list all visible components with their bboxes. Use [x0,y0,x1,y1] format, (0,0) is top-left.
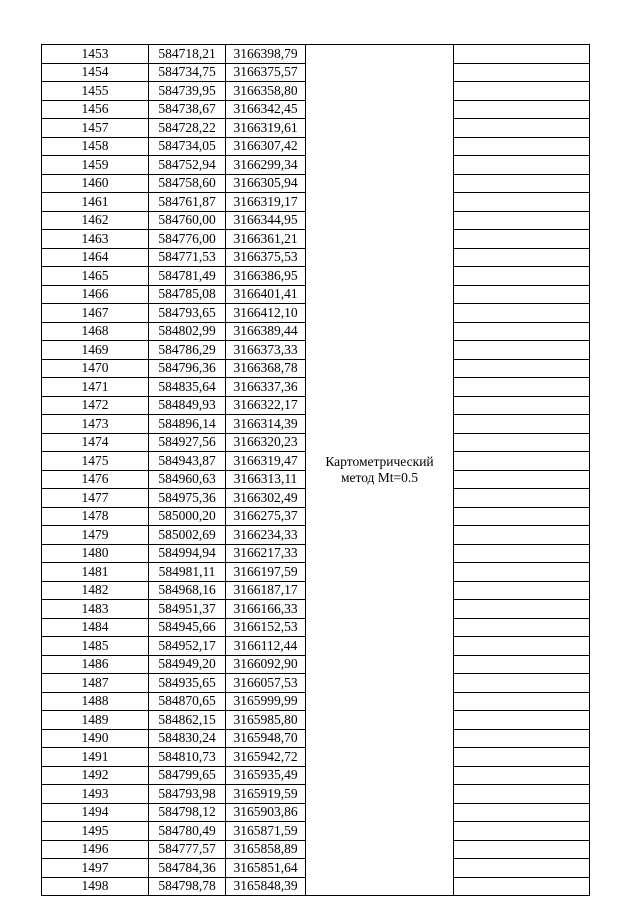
point-number-cell: 1493 [42,785,149,804]
empty-cell [454,100,590,119]
empty-cell [454,655,590,674]
point-number-cell: 1462 [42,211,149,230]
empty-cell [454,304,590,323]
y-coordinate-cell: 3166368,78 [226,359,306,378]
y-coordinate-cell: 3166092,90 [226,655,306,674]
empty-cell [454,415,590,434]
y-coordinate-cell: 3166342,45 [226,100,306,119]
y-coordinate-cell: 3166386,95 [226,267,306,286]
y-coordinate-cell: 3165851,64 [226,859,306,878]
point-number-cell: 1495 [42,822,149,841]
empty-cell [454,600,590,619]
y-coordinate-cell: 3166057,53 [226,674,306,693]
point-number-cell: 1480 [42,544,149,563]
point-number-cell: 1470 [42,359,149,378]
x-coordinate-cell: 584802,99 [149,322,226,341]
empty-cell [454,211,590,230]
y-coordinate-cell: 3166375,53 [226,248,306,267]
x-coordinate-cell: 584935,65 [149,674,226,693]
point-number-cell: 1477 [42,489,149,508]
x-coordinate-cell: 584896,14 [149,415,226,434]
y-coordinate-cell: 3165948,70 [226,729,306,748]
point-number-cell: 1488 [42,692,149,711]
y-coordinate-cell: 3166217,33 [226,544,306,563]
point-number-cell: 1472 [42,396,149,415]
point-number-cell: 1458 [42,137,149,156]
empty-cell [454,692,590,711]
point-number-cell: 1461 [42,193,149,212]
x-coordinate-cell: 584776,00 [149,230,226,249]
x-coordinate-cell: 584830,24 [149,729,226,748]
point-number-cell: 1475 [42,452,149,471]
x-coordinate-cell: 584793,65 [149,304,226,323]
y-coordinate-cell: 3166319,47 [226,452,306,471]
empty-cell [454,396,590,415]
empty-cell [454,637,590,656]
x-coordinate-cell: 584968,16 [149,581,226,600]
empty-cell [454,230,590,249]
method-cell [306,45,454,896]
empty-cell [454,267,590,286]
x-coordinate-cell: 584960,63 [149,470,226,489]
x-coordinate-cell: 584975,36 [149,489,226,508]
point-number-cell: 1459 [42,156,149,175]
x-coordinate-cell: 584951,37 [149,600,226,619]
x-coordinate-cell: 584796,36 [149,359,226,378]
x-coordinate-cell: 584849,93 [149,396,226,415]
empty-cell [454,45,590,64]
y-coordinate-cell: 3166197,59 [226,563,306,582]
x-coordinate-cell: 584752,94 [149,156,226,175]
empty-cell [454,526,590,545]
x-coordinate-cell: 584810,73 [149,748,226,767]
x-coordinate-cell: 584739,95 [149,82,226,101]
x-coordinate-cell: 584786,29 [149,341,226,360]
coordinates-table-body [42,45,590,896]
empty-cell [454,729,590,748]
x-coordinate-cell: 584760,00 [149,211,226,230]
x-coordinate-cell: 584738,67 [149,100,226,119]
y-coordinate-cell: 3166187,17 [226,581,306,600]
x-coordinate-cell: 584761,87 [149,193,226,212]
x-coordinate-cell: 584798,78 [149,877,226,896]
empty-cell [454,544,590,563]
y-coordinate-cell: 3166319,17 [226,193,306,212]
empty-cell [454,840,590,859]
empty-cell [454,341,590,360]
point-number-cell: 1498 [42,877,149,896]
y-coordinate-cell: 3166361,21 [226,230,306,249]
x-coordinate-cell: 584949,20 [149,655,226,674]
x-coordinate-cell: 585002,69 [149,526,226,545]
empty-cell [454,803,590,822]
point-number-cell: 1460 [42,174,149,193]
y-coordinate-cell: 3165871,59 [226,822,306,841]
y-coordinate-cell: 3166299,34 [226,156,306,175]
x-coordinate-cell: 584862,15 [149,711,226,730]
empty-cell [454,193,590,212]
empty-cell [454,507,590,526]
empty-cell [454,137,590,156]
y-coordinate-cell: 3165919,59 [226,785,306,804]
y-coordinate-cell: 3165942,72 [226,748,306,767]
y-coordinate-cell: 3165985,80 [226,711,306,730]
point-number-cell: 1497 [42,859,149,878]
y-coordinate-cell: 3166234,33 [226,526,306,545]
point-number-cell: 1485 [42,637,149,656]
empty-cell [454,877,590,896]
empty-cell [454,563,590,582]
x-coordinate-cell: 584771,53 [149,248,226,267]
empty-cell [454,82,590,101]
empty-cell [454,433,590,452]
y-coordinate-cell: 3166320,23 [226,433,306,452]
empty-cell [454,859,590,878]
x-coordinate-cell: 584793,98 [149,785,226,804]
point-number-cell: 1465 [42,267,149,286]
empty-cell [454,822,590,841]
point-number-cell: 1464 [42,248,149,267]
x-coordinate-cell: 584835,64 [149,378,226,397]
empty-cell [454,174,590,193]
x-coordinate-cell: 585000,20 [149,507,226,526]
empty-cell [454,378,590,397]
point-number-cell: 1486 [42,655,149,674]
point-number-cell: 1489 [42,711,149,730]
point-number-cell: 1476 [42,470,149,489]
x-coordinate-cell: 584943,87 [149,452,226,471]
y-coordinate-cell: 3166389,44 [226,322,306,341]
x-coordinate-cell: 584870,65 [149,692,226,711]
x-coordinate-cell: 584799,65 [149,766,226,785]
x-coordinate-cell: 584784,36 [149,859,226,878]
empty-cell [454,581,590,600]
point-number-cell: 1471 [42,378,149,397]
point-number-cell: 1455 [42,82,149,101]
point-number-cell: 1484 [42,618,149,637]
x-coordinate-cell: 584758,60 [149,174,226,193]
y-coordinate-cell: 3166358,80 [226,82,306,101]
x-coordinate-cell: 584798,12 [149,803,226,822]
point-number-cell: 1478 [42,507,149,526]
empty-cell [454,766,590,785]
y-coordinate-cell: 3166373,33 [226,341,306,360]
x-coordinate-cell: 584952,17 [149,637,226,656]
y-coordinate-cell: 3166314,39 [226,415,306,434]
empty-cell [454,748,590,767]
empty-cell [454,489,590,508]
y-coordinate-cell: 3165858,89 [226,840,306,859]
y-coordinate-cell: 3166275,37 [226,507,306,526]
empty-cell [454,119,590,138]
y-coordinate-cell: 3166344,95 [226,211,306,230]
empty-cell [454,285,590,304]
x-coordinate-cell: 584981,11 [149,563,226,582]
point-number-cell: 1473 [42,415,149,434]
x-coordinate-cell: 584777,57 [149,840,226,859]
empty-cell [454,470,590,489]
point-number-cell: 1491 [42,748,149,767]
empty-cell [454,63,590,82]
y-coordinate-cell: 3166401,41 [226,285,306,304]
x-coordinate-cell: 584780,49 [149,822,226,841]
point-number-cell: 1457 [42,119,149,138]
y-coordinate-cell: 3166319,61 [226,119,306,138]
y-coordinate-cell: 3166322,17 [226,396,306,415]
x-coordinate-cell: 584781,49 [149,267,226,286]
y-coordinate-cell: 3166302,49 [226,489,306,508]
y-coordinate-cell: 3165999,99 [226,692,306,711]
point-number-cell: 1453 [42,45,149,64]
y-coordinate-cell: 3166398,79 [226,45,306,64]
point-number-cell: 1481 [42,563,149,582]
method-line-1: Картометрический [325,454,434,469]
y-coordinate-cell: 3166112,44 [226,637,306,656]
x-coordinate-cell: 584718,21 [149,45,226,64]
empty-cell [454,785,590,804]
y-coordinate-cell: 3166412,10 [226,304,306,323]
point-number-cell: 1482 [42,581,149,600]
point-number-cell: 1492 [42,766,149,785]
empty-cell [454,452,590,471]
table-row [42,45,590,64]
method-line-2: метод Mt=0.5 [340,470,419,485]
y-coordinate-cell: 3166307,42 [226,137,306,156]
empty-cell [454,359,590,378]
y-coordinate-cell: 3165935,49 [226,766,306,785]
y-coordinate-cell: 3165903,86 [226,803,306,822]
x-coordinate-cell: 584927,56 [149,433,226,452]
x-coordinate-cell: 584994,94 [149,544,226,563]
y-coordinate-cell: 3166375,57 [226,63,306,82]
empty-cell [454,248,590,267]
point-number-cell: 1487 [42,674,149,693]
empty-cell [454,322,590,341]
coordinates-table [41,44,590,896]
point-number-cell: 1483 [42,600,149,619]
x-coordinate-cell: 584734,75 [149,63,226,82]
point-number-cell: 1466 [42,285,149,304]
point-number-cell: 1496 [42,840,149,859]
point-number-cell: 1469 [42,341,149,360]
empty-cell [454,674,590,693]
empty-cell [454,711,590,730]
point-number-cell: 1454 [42,63,149,82]
y-coordinate-cell: 3166166,33 [226,600,306,619]
point-number-cell: 1494 [42,803,149,822]
point-number-cell: 1467 [42,304,149,323]
empty-cell [454,618,590,637]
x-coordinate-cell: 584734,05 [149,137,226,156]
point-number-cell: 1490 [42,729,149,748]
x-coordinate-cell: 584945,66 [149,618,226,637]
point-number-cell: 1463 [42,230,149,249]
point-number-cell: 1468 [42,322,149,341]
y-coordinate-cell: 3165848,39 [226,877,306,896]
point-number-cell: 1474 [42,433,149,452]
x-coordinate-cell: 584728,22 [149,119,226,138]
x-coordinate-cell: 584785,08 [149,285,226,304]
y-coordinate-cell: 3166305,94 [226,174,306,193]
y-coordinate-cell: 3166313,11 [226,470,306,489]
y-coordinate-cell: 3166152,53 [226,618,306,637]
y-coordinate-cell: 3166337,36 [226,378,306,397]
point-number-cell: 1479 [42,526,149,545]
empty-cell [454,156,590,175]
point-number-cell: 1456 [42,100,149,119]
